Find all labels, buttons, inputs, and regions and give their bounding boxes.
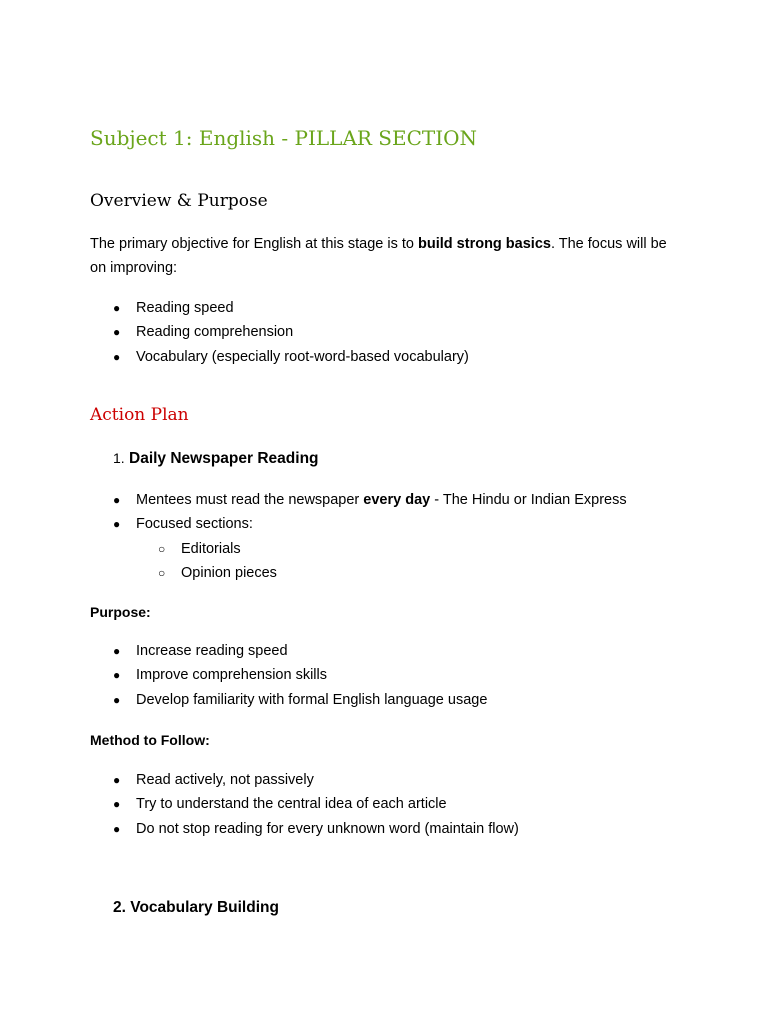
method-label: Method to Follow:	[90, 732, 210, 748]
step-2-title: Vocabulary Building	[130, 899, 279, 916]
bullet-icon: ●	[113, 644, 121, 658]
list-item: ● Focused sections: ○ Editorials ○ Opinion pieces	[0, 512, 627, 585]
bullet-icon: ●	[113, 773, 121, 787]
bullet-icon: ●	[113, 668, 121, 683]
overview-heading: Overview & Purpose	[90, 191, 268, 211]
purpose-label: Purpose:	[90, 604, 151, 620]
step-1-number: 1.	[113, 450, 125, 466]
step-1-title: Daily Newspaper Reading	[129, 450, 319, 467]
sub-bullet-icon: ○	[158, 565, 166, 580]
list-item: ● Improve comprehension skills	[0, 663, 487, 687]
list-item: ● Reading speed	[0, 296, 469, 320]
step-1-heading	[113, 447, 319, 470]
sub-bullet-icon: ○	[158, 541, 166, 556]
bullet-icon: ●	[113, 349, 121, 364]
action-plan-heading: Action Plan	[90, 405, 189, 425]
list-item: ● Reading comprehension	[0, 320, 469, 344]
intro-text-end: . The focus will be on improving:	[90, 236, 667, 276]
bullet-icon: ●	[113, 692, 121, 707]
bullet-icon: ●	[113, 325, 121, 340]
list-item: ● Mentees must read the newspaper every day - The Hindu or Indian Express	[0, 488, 627, 512]
list-item: ● Increase reading speed	[0, 639, 487, 663]
bullet-icon: ●	[113, 821, 121, 836]
sub-list-item: ○ Opinion pieces	[136, 561, 627, 585]
overview-intro-paragraph	[90, 232, 680, 280]
purpose-list	[0, 639, 487, 712]
bullet-icon: ●	[113, 493, 121, 507]
list-item: ● Vocabulary (especially root-word-based vocabulary)	[0, 345, 469, 369]
sub-list-item: ○ Editorials	[136, 537, 627, 561]
list-item: ● Try to understand the central idea of each article	[0, 792, 519, 816]
document-title: Subject 1: English - PILLAR SECTION	[90, 126, 478, 150]
bullet-icon: ●	[113, 797, 121, 812]
method-list	[0, 768, 519, 841]
list-item: ● Do not stop reading for every unknown word (maintain flow)	[0, 817, 519, 841]
overview-list	[0, 296, 469, 369]
step-1-list	[0, 488, 627, 585]
list-item: ● Read actively, not passively	[0, 768, 519, 792]
list-item: ● Develop familiarity with formal English language usage	[0, 688, 487, 712]
intro-text-start: The primary objective for English at this stage is to	[90, 236, 419, 252]
step-2-heading	[113, 897, 279, 919]
focused-sections-list	[136, 537, 627, 586]
intro-text-bold: build strong basics	[418, 236, 551, 252]
step-2-number: 2.	[113, 899, 126, 916]
bullet-icon: ●	[113, 517, 121, 532]
bullet-icon: ●	[113, 301, 121, 315]
